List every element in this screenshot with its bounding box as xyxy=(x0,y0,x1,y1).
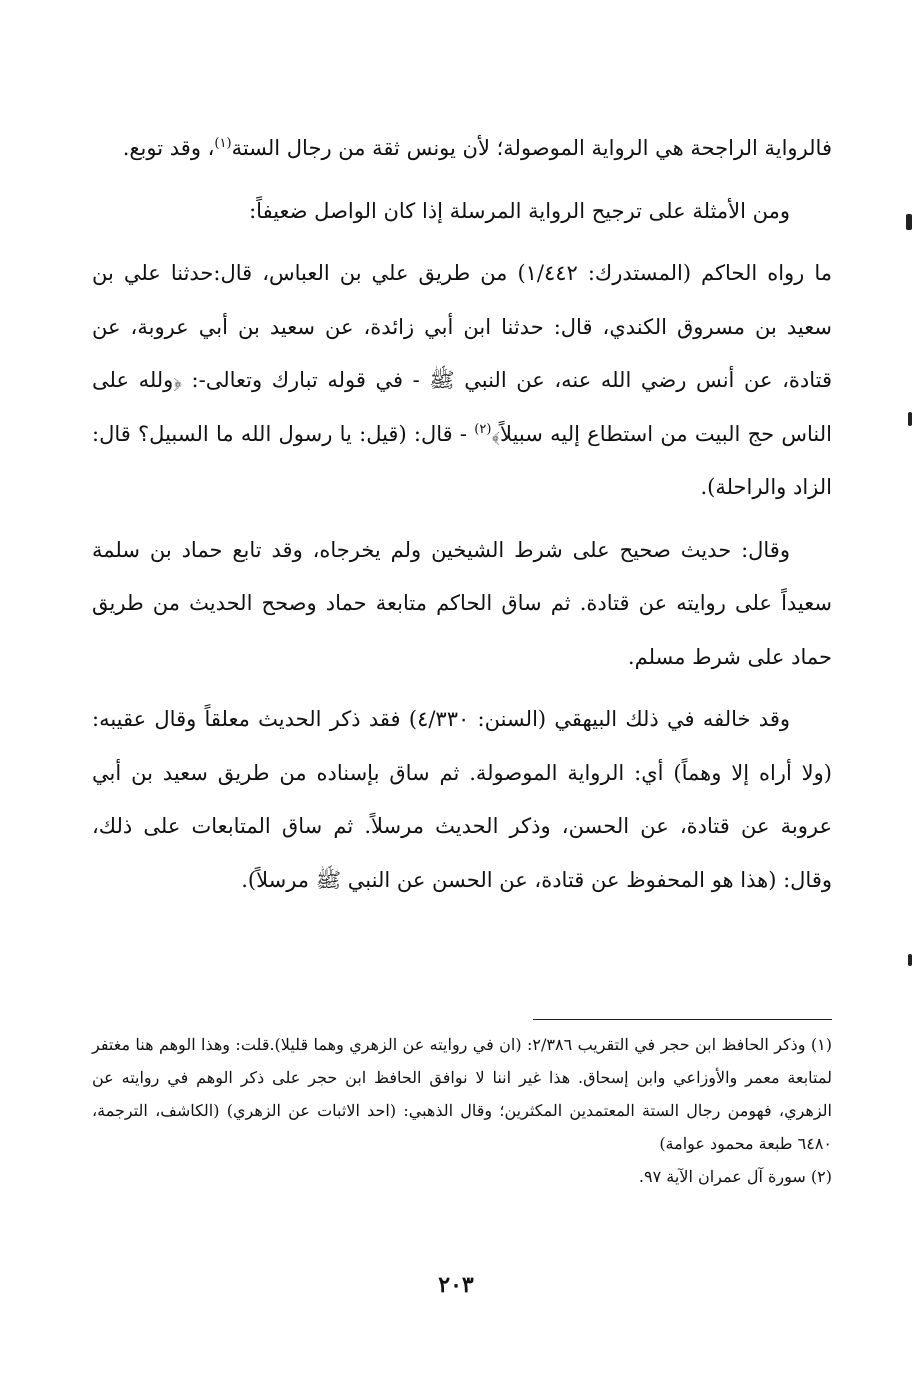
page-number: ٢٠٣ xyxy=(438,1272,474,1298)
footnote-2: (٢) سورة آل عمران الآية ٩٧. xyxy=(638,1167,832,1186)
footnote-1: (١) وذكر الحافظ ابن حجر في التقريب ٢/٣٨٦: (ان في روايته عن الزهري وهما قليلا).قلت: وهذا الوهم هنا مغتفر لمتابعة معمر والأوزاعي وابن إسحاق. هذا غير اننا لا نوافق الحافظ ابن حجر على ذكر الوهم في روايته عن الزهري، فهومن رجال الستة المعتمدين المكثرين؛ وقال الذهبي: (احد الاثبات عن الزهري) (الكاشف، الترجمة، ٦٤٨٠ طبعة محمود عوامة) xyxy=(92,1035,833,1153)
paragraph-1 xyxy=(92,122,832,176)
paragraph-1-text: فالرواية الراجحة هي الرواية الموصولة؛ لأن يونس ثقة من رجال الستة xyxy=(231,136,832,160)
footnote-ref-2[interactable]: (٢) xyxy=(474,421,492,437)
paragraph-2: ومن الأمثلة على ترجيح الرواية المرسلة إذا كان الواصل ضعيفاً: xyxy=(249,198,790,223)
scan-edge-mark xyxy=(908,412,912,426)
paragraph-3 xyxy=(92,247,832,515)
paragraph-3-text-end: - قال: (قيل: يا رسول الله ما السبيل؟ قال: الزاد والراحلة). xyxy=(92,421,832,499)
footnote-ref-1[interactable]: (١) xyxy=(214,136,232,151)
footnotes xyxy=(92,1028,832,1193)
footnote-separator xyxy=(533,1019,832,1020)
main-text xyxy=(92,122,832,916)
scan-edge-mark xyxy=(908,954,912,966)
scan-edge-mark xyxy=(906,214,912,230)
paragraph-3-text: ما رواه الحاكم (المستدرك: ١/٤٤٢) من طريق علي بن العباس، قال:حدثنا علي بن سعيد بن مسروق الكندي، قال: حدثنا ابن أبي زائدة، عن سعيد بن أبي عروبة، عن قتادة، عن أنس رضي الله عنه، عن النبي ﷺ - في قوله تبارك وتعالى-: ﴿ولله على الناس حج البيت من استطاع إليه سبيلاً﴾ xyxy=(92,261,832,446)
paragraph-5: وقد خالفه في ذلك البيهقي (السنن: ٤/٣٣٠) فقد ذكر الحديث معلقاً وقال عقيبه: (ولا أراه إلا وهماً) أي: الرواية الموصولة. ثم ساق بإسناده من طريق سعيد بن أبي عروبة عن قتادة، عن الحسن، وذكر الحديث مرسلاً. ثم ساق المتابعات على ذلك، وقال: (هذا هو المحفوظ عن قتادة، عن الحسن عن النبي ﷺ مرسلاً). xyxy=(92,707,832,892)
paragraph-4: وقال: حديث صحيح على شرط الشيخين ولم يخرجاه، وقد تابع حماد بن سلمة سعيداً على روايته عن قتادة. ثم ساق الحاكم متابعة حماد وصحح الحديث من طريق حماد على شرط مسلم. xyxy=(92,537,832,669)
paragraph-1-text-end: ، وقد توبع. xyxy=(122,136,215,160)
